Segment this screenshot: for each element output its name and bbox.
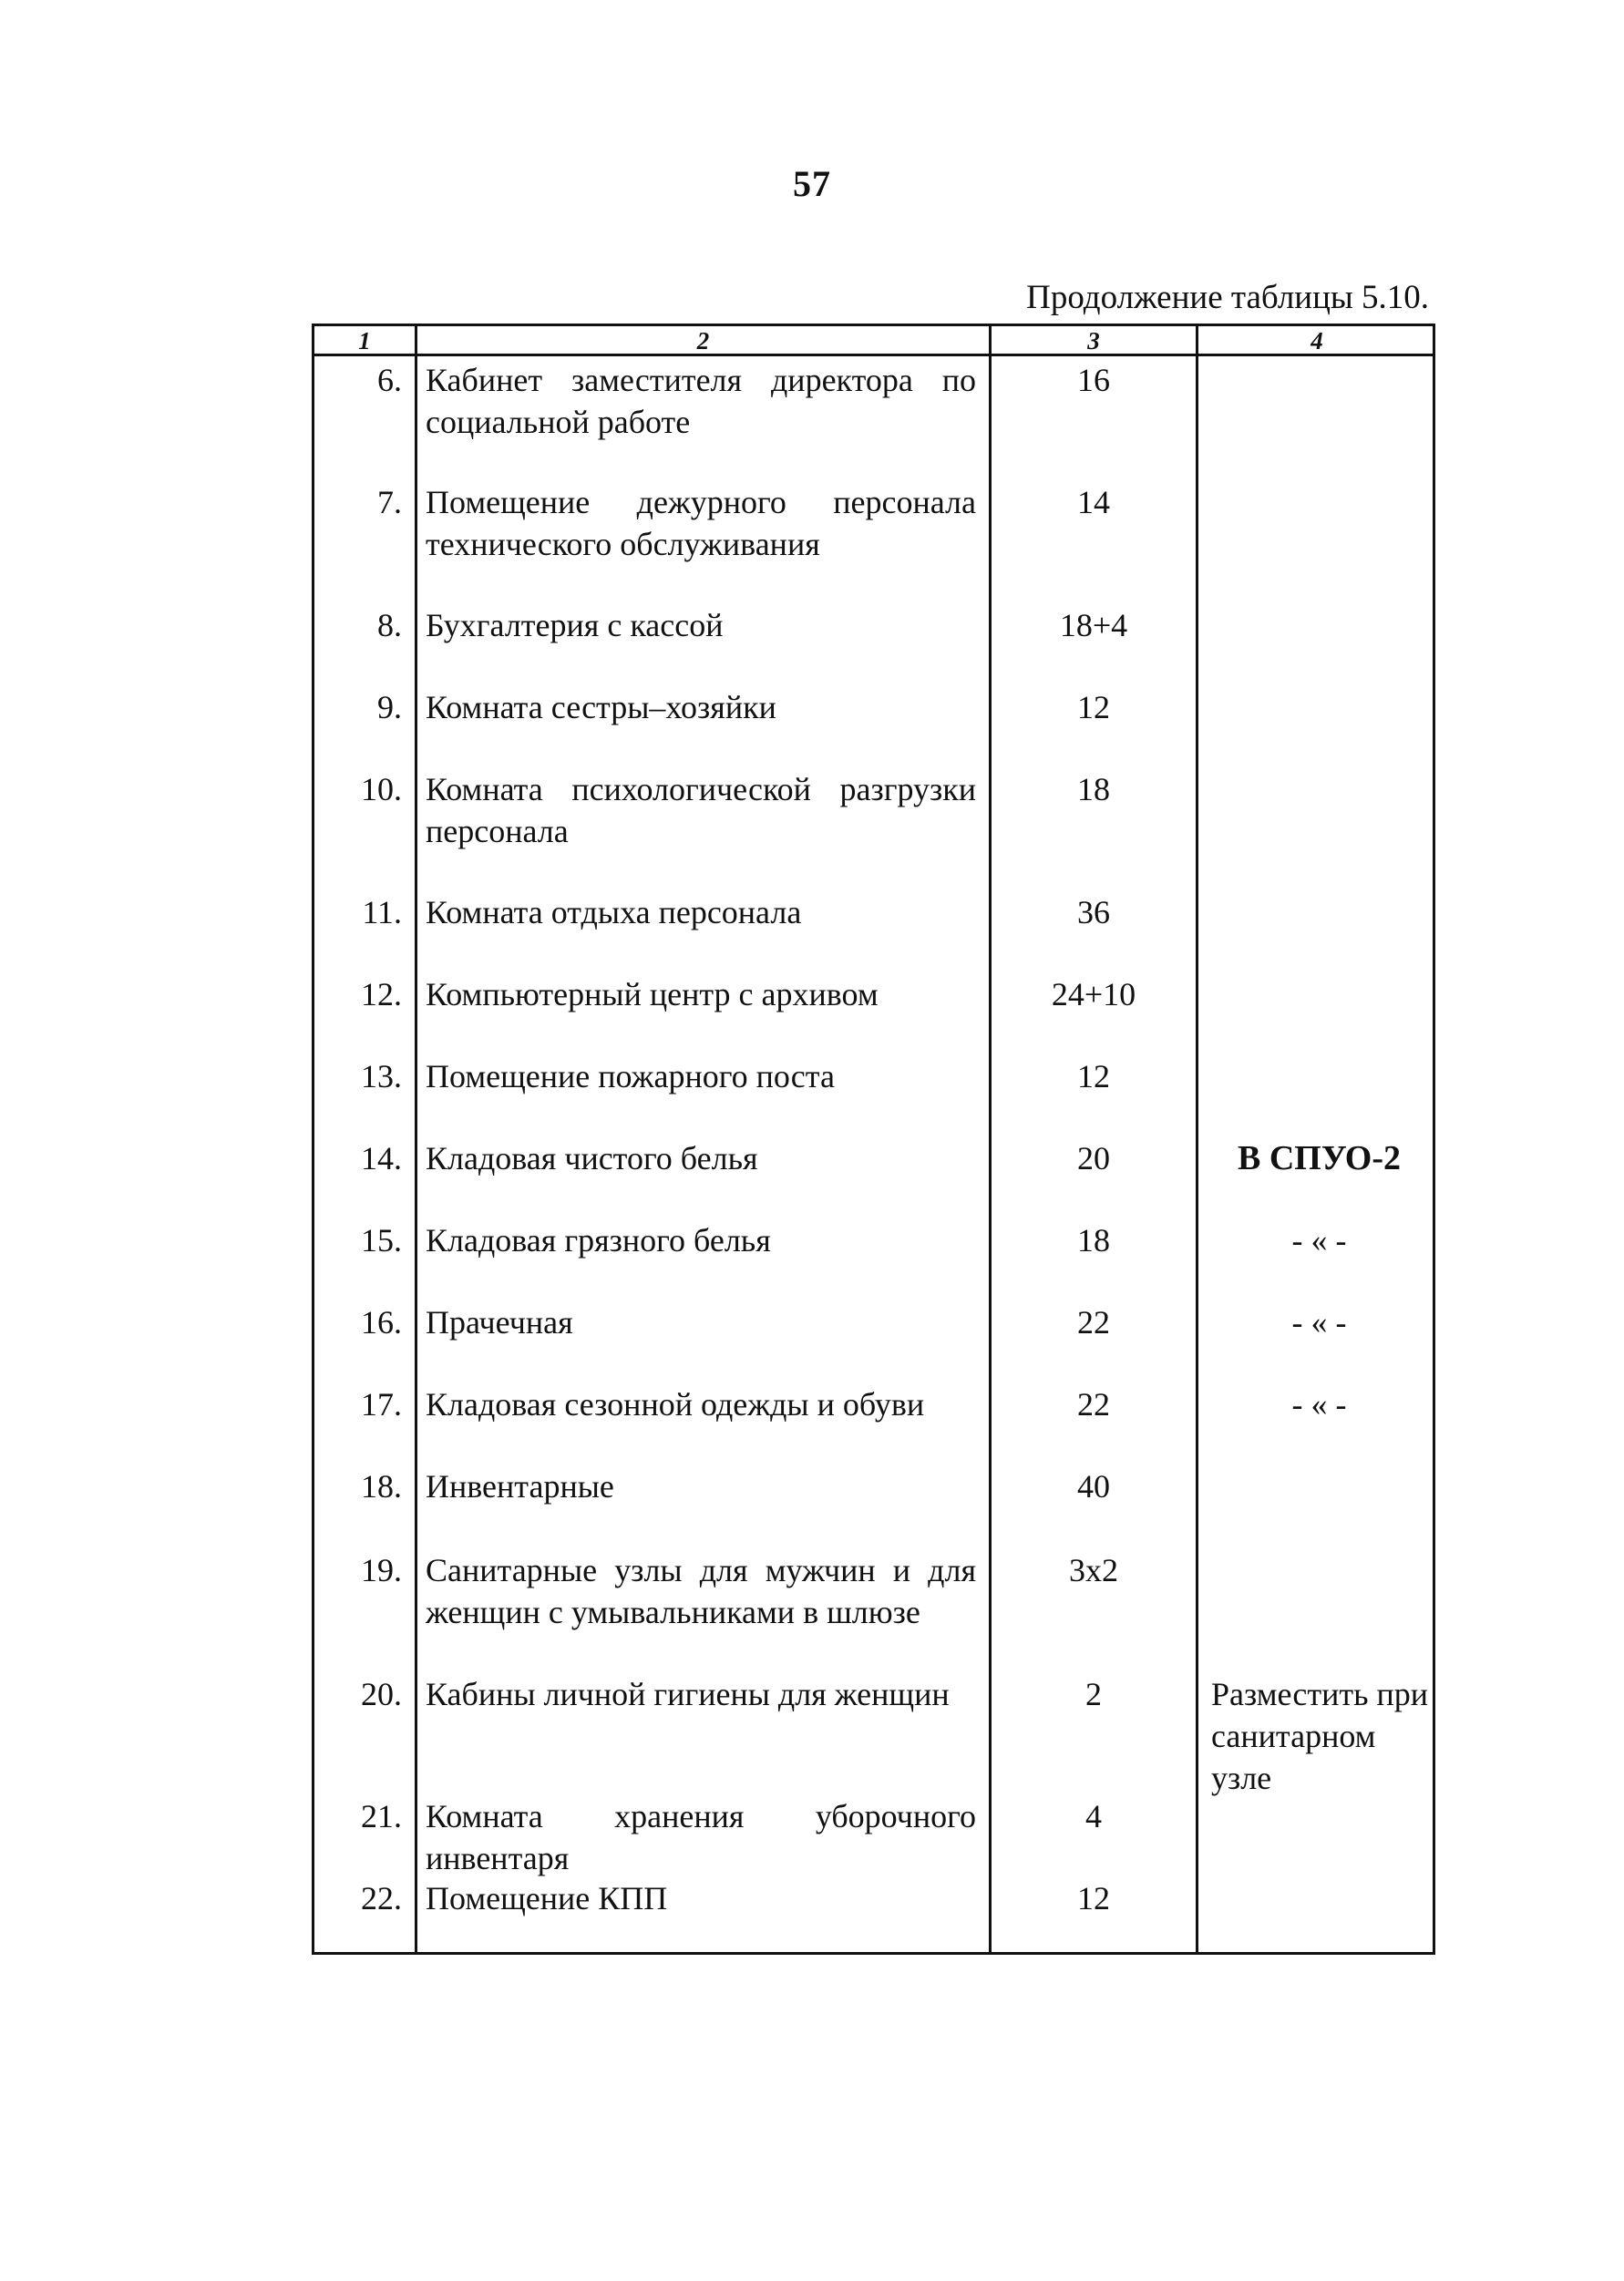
row-number: 22. xyxy=(361,1880,402,1916)
row-number: 9. xyxy=(377,689,402,725)
room-area: 12 xyxy=(1077,1058,1110,1094)
room-note: Разместить при санитарном узле xyxy=(1211,1676,1429,1796)
room-name: Кабины личной гигиены для женщин xyxy=(426,1676,950,1712)
row-number: 8. xyxy=(377,607,402,643)
room-note: - « - xyxy=(1291,1386,1347,1423)
row-number: 17. xyxy=(361,1386,402,1423)
column-header-3: 3 xyxy=(1087,327,1100,354)
room-area: 36 xyxy=(1077,894,1110,930)
room-area: 22 xyxy=(1077,1386,1110,1423)
row-number: 21. xyxy=(361,1798,402,1834)
row-number: 6. xyxy=(377,362,402,398)
rooms-table xyxy=(312,324,1435,1955)
room-note: - « - xyxy=(1291,1304,1347,1341)
row-number: 12. xyxy=(361,976,402,1012)
room-name: Помещение пожарного поста xyxy=(426,1058,835,1094)
room-name: Бухгалтерия с кассой xyxy=(426,607,724,643)
column-header-2: 2 xyxy=(696,327,710,354)
room-name: Прачечная xyxy=(426,1304,573,1341)
row-number: 18. xyxy=(361,1468,402,1505)
room-area: 14 xyxy=(1077,484,1110,520)
room-area: 18 xyxy=(1077,1222,1110,1259)
room-area: 18 xyxy=(1077,771,1110,807)
row-number: 19. xyxy=(361,1552,402,1588)
room-name: Санитарные узлы для мужчин и для женщин с умывальниками в шлюзе xyxy=(426,1552,976,1630)
room-area: 2 xyxy=(1085,1676,1102,1712)
row-number: 16. xyxy=(361,1304,402,1341)
column-divider xyxy=(415,326,417,1952)
room-name: Кладовая сезонной одежды и обуви xyxy=(426,1386,925,1423)
column-divider xyxy=(1196,326,1198,1952)
room-name: Комната психологической разгрузки персонала xyxy=(426,771,976,849)
room-note: - « - xyxy=(1291,1222,1347,1259)
room-area: 12 xyxy=(1077,1880,1110,1916)
room-name: Помещение дежурного персонала технического обслуживания xyxy=(426,484,976,562)
row-number: 14. xyxy=(361,1140,402,1176)
room-area: 16 xyxy=(1077,362,1110,398)
row-number: 15. xyxy=(361,1222,402,1259)
row-number: 13. xyxy=(361,1058,402,1094)
room-area: 22 xyxy=(1077,1304,1110,1341)
room-area: 4 xyxy=(1085,1798,1102,1834)
room-area: 24+10 xyxy=(1051,976,1136,1012)
room-area: 20 xyxy=(1077,1140,1110,1176)
room-note: В СПУО-2 xyxy=(1237,1139,1402,1177)
row-number: 20. xyxy=(361,1676,402,1712)
room-name: Компьютерный центр с архивом xyxy=(426,976,879,1012)
room-area: 40 xyxy=(1077,1468,1110,1505)
column-header-4: 4 xyxy=(1311,327,1323,354)
table-caption: Продолжение таблицы 5.10. xyxy=(1026,279,1429,316)
room-name: Кладовая чистого белья xyxy=(426,1140,758,1176)
room-name: Комната отдыха персонала xyxy=(426,894,802,930)
room-name: Кладовая грязного белья xyxy=(426,1222,771,1259)
room-area: 12 xyxy=(1077,689,1110,725)
row-number: 11. xyxy=(362,894,402,930)
row-number: 7. xyxy=(377,484,402,520)
row-number: 10. xyxy=(361,771,402,807)
room-name: Комната сестры–хозяйки xyxy=(426,689,776,725)
room-area: 3х2 xyxy=(1069,1552,1118,1588)
room-name: Помещение КПП xyxy=(426,1880,668,1916)
room-name: Инвентарные xyxy=(426,1468,614,1505)
page-number: 57 xyxy=(793,163,831,204)
room-name: Кабинет заместителя директора по социальной работе xyxy=(426,362,976,440)
column-header-1: 1 xyxy=(358,327,371,354)
header-divider xyxy=(314,354,1433,356)
room-area: 18+4 xyxy=(1059,607,1128,643)
room-name: Комната хранения уборочного инвентаря xyxy=(426,1798,976,1876)
